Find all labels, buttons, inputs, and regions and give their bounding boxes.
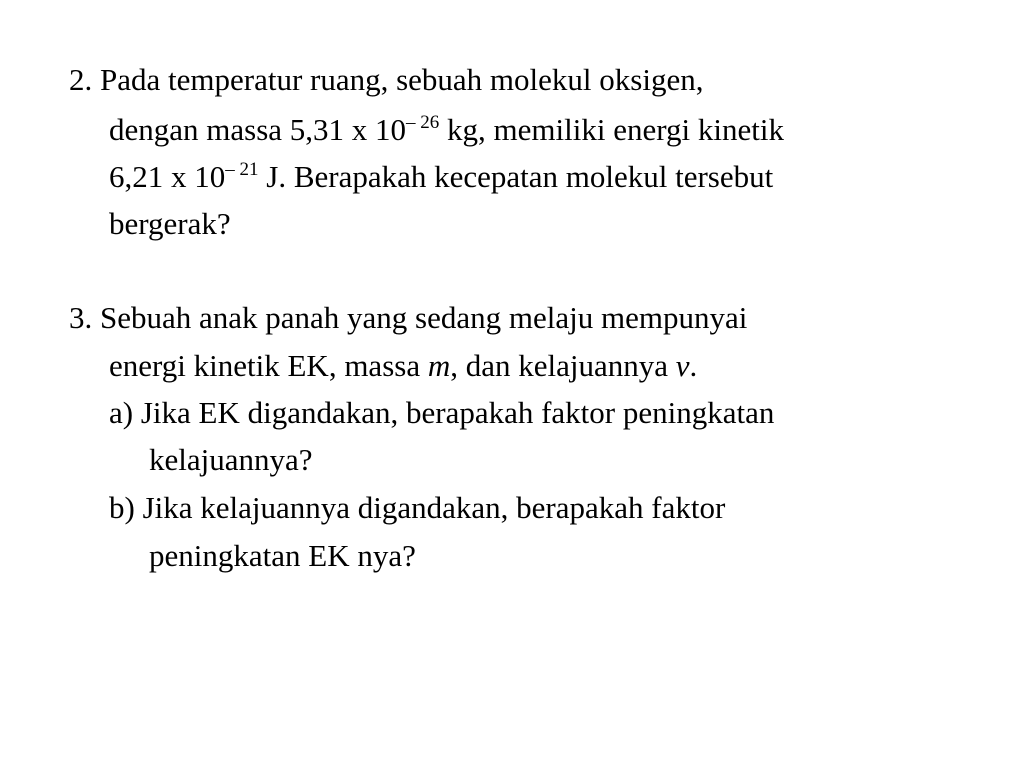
sub-question-b-line-2: peningkatan EK nya? [149, 538, 416, 573]
sub-question-a-line-2: kelajuannya? [149, 442, 313, 477]
problem-2-line-3-text: 6,21 x 10 [109, 159, 226, 194]
problem-2-line-2-rest: kg, memiliki energi kinetik [439, 112, 784, 147]
problem-2-line-4: bergerak? [109, 206, 231, 241]
problem-3-line-2-mid: , dan kelajuannya [450, 348, 676, 383]
problem-3-line-2 [109, 350, 697, 381]
problem-2-line-3 [109, 161, 773, 192]
problem-2-line-3-rest: J. Berapakah kecepatan molekul tersebut [258, 159, 774, 194]
exponent-21: – 21 [225, 159, 259, 180]
problem-3-line-1: 3. Sebuah anak panah yang sedang melaju mempunyai [69, 300, 748, 335]
problem-2-line-1: 2. Pada temperatur ruang, sebuah molekul oksigen, [69, 62, 704, 97]
problem-3-line-2-text: energi kinetik EK, massa [109, 348, 428, 383]
sub-question-a-line-1: a) Jika EK digandakan, berapakah faktor peningkatan [109, 395, 775, 430]
problem-3-line-2-end: . [689, 348, 698, 383]
exponent-26: – 26 [406, 112, 440, 133]
problem-2-line-2 [109, 114, 784, 145]
sub-question-b-line-1: b) Jika kelajuannya digandakan, berapakah faktor [109, 490, 726, 525]
problem-2-line-2-text: dengan massa 5,31 x 10 [109, 112, 407, 147]
mass-symbol: m [427, 348, 451, 383]
velocity-symbol: v [675, 348, 690, 383]
